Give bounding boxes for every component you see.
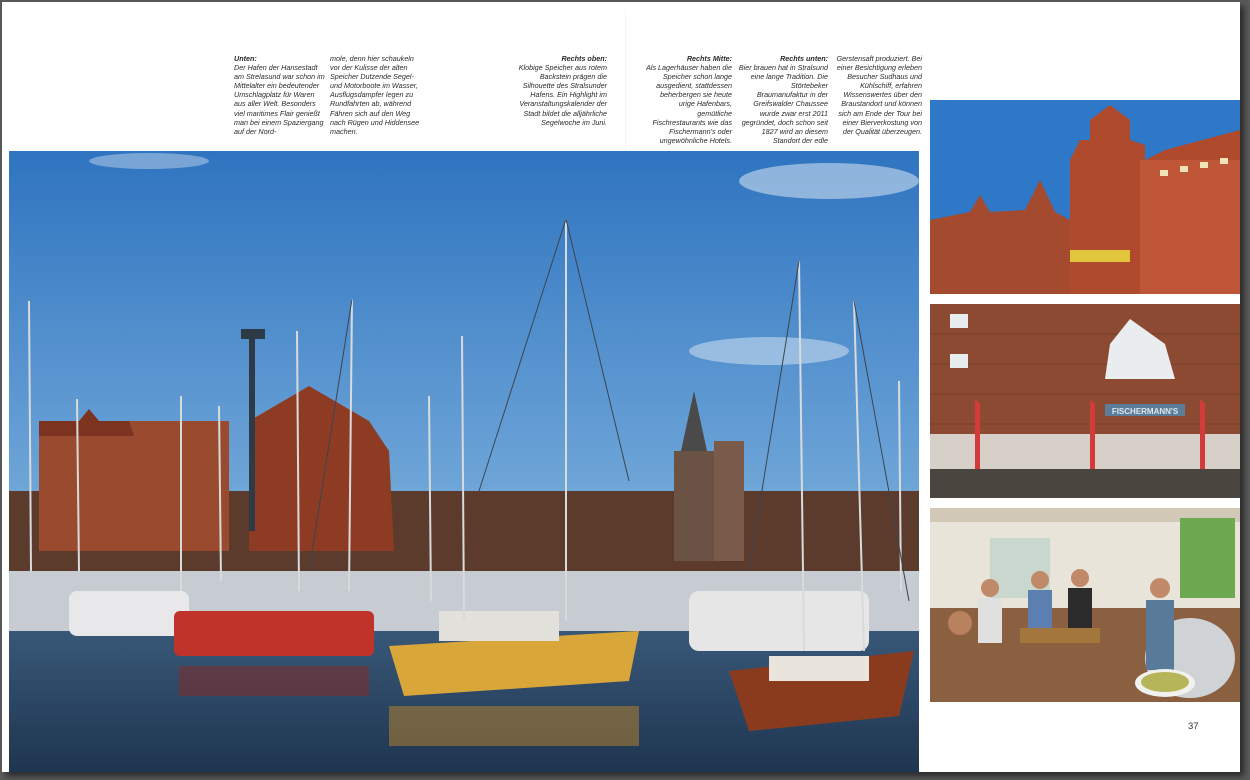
brewery-photo: [930, 508, 1240, 702]
restaurant-photo: [930, 304, 1240, 498]
magazine-spread: [2, 2, 1240, 772]
caption-unten-continued: [330, 54, 420, 136]
caption-rechts-oben-text: Klobige Speicher aus rotem Backstein prägen die Silhouette des Stralsunder Hafens. Ein Highlight im Veranstaltungskalender der Stadt bildet die alljährliche Segelwoche im Juni.: [518, 63, 607, 127]
warehouse-photo: [930, 100, 1240, 294]
caption-unten-text: Der Hafen der Hansestadt am Strelasund war schon im Mittelalter ein bedeutender Umschlagplatz für Waren aus aller Welt. Besonders viel maritimes Flair genießt man bei einem Spaziergang auf der Nord-: [234, 63, 325, 136]
caption-unten-label: Unten:: [234, 54, 257, 63]
caption-rechts-mitte-text: Als Lagerhäuser haben die Speicher schon lange ausgedient, stattdessen beherbergen sie heute urige Hafenbars, gemütliche Fischrestaurants wie das Fischermann's oder ungewöhnliche Hotels.: [646, 63, 732, 145]
caption-rechts-unten-label: Rechts unten:: [780, 54, 828, 63]
caption-rechts-mitte-label: Rechts Mitte:: [686, 54, 732, 63]
caption-unten-cont: mole, denn hier schaukeln vor der Kulisse der alten Speicher Dutzende Segel- und Motorboote im Wasser, Ausflugsdampfer legen zu Rundfahrten ab, während Fähren sich auf den Weg nach Rügen und Hiddensee machen.: [330, 54, 420, 136]
caption-rechts-unten: [738, 54, 828, 145]
caption-rechts-oben-label: Rechts oben:: [561, 54, 607, 63]
caption-rechts-unten-continued: [832, 54, 922, 136]
caption-rechts-unten-cont: Gerstensaft produziert. Bei einer Besichtigung erleben Besucher Sudhaus und Kühlschiff, erfahren Wissenswertes über den Braustandort und können sich am Ende der Tour bei einer Bierverkostung von der Qualität überzeugen.: [836, 54, 922, 136]
restaurant-sign: FISCHERMANN'S: [1111, 407, 1179, 416]
page-number: 37: [1188, 721, 1199, 732]
caption-unten: [234, 54, 328, 136]
caption-rechts-mitte: [643, 54, 732, 145]
harbour-photo: [9, 151, 919, 772]
caption-rechts-oben: [515, 54, 607, 127]
caption-rechts-unten-text: Bier brauen hat in Stralsund eine lange Tradition. Die Störtebeker Braumanufaktur in der Greifswalder Chaussee wurde zwar erst 2011 gegründet, doch schon seit 1827 wird an diesem Standort der edle: [738, 63, 828, 145]
